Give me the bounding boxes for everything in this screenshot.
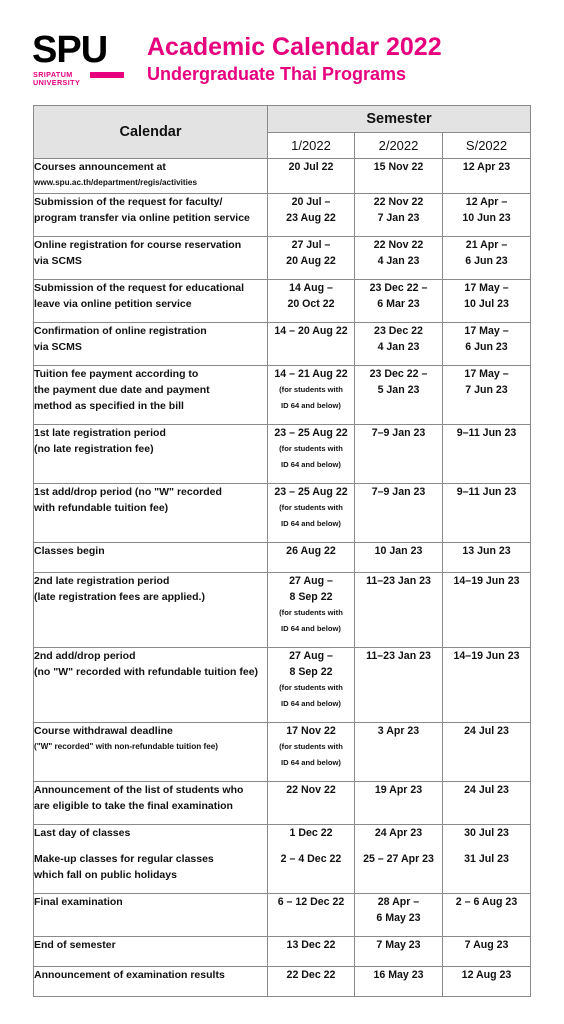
- date-cell-term-3: [443, 723, 531, 782]
- term-header-2: 2/2022: [355, 133, 443, 159]
- event-label-cell: [34, 825, 268, 894]
- table-row: [34, 782, 531, 825]
- date-line: 1 Dec 22: [289, 827, 333, 839]
- date-cell-term-1: [268, 323, 355, 366]
- date-line: 23 Dec 22: [374, 325, 423, 337]
- date-line: 24 Jul 23: [464, 784, 509, 796]
- table-row: [34, 280, 531, 323]
- date-line: 20 Aug 22: [286, 255, 336, 267]
- date-line: 11–23 Jan 23: [366, 650, 431, 662]
- date-line: 14 Aug –: [289, 282, 333, 294]
- date-line: 12 Apr 23: [462, 161, 511, 173]
- date-cell-term-3: [443, 573, 531, 648]
- calendar-column-header: Calendar: [34, 106, 268, 159]
- table-row: [34, 894, 531, 937]
- logo-wordmark: SPU: [32, 29, 108, 71]
- event-label-line: Course withdrawal deadline: [34, 725, 173, 737]
- date-cell-term-1: [268, 194, 355, 237]
- event-label-cell: [34, 648, 268, 723]
- table-row: [34, 573, 531, 648]
- date-line: 9–11 Jun 23: [456, 486, 517, 498]
- date-cell-term-2: [355, 937, 443, 967]
- event-label-line: via SCMS: [34, 255, 82, 267]
- date-cell-term-2: [355, 782, 443, 825]
- date-line: 8 Sep 22: [289, 591, 333, 603]
- date-line: 7 Jun 23: [465, 384, 508, 396]
- term-header-1: 1/2022: [268, 133, 355, 159]
- date-cell-term-1: [268, 237, 355, 280]
- event-label-line: Make-up classes for regular classes: [34, 853, 214, 865]
- row-spacer: [268, 841, 354, 851]
- date-line: 26 Aug 22: [286, 545, 336, 557]
- event-label-cell: [34, 366, 268, 425]
- event-label-line: Online registration for course reservation: [34, 239, 242, 251]
- date-cell-term-1: [268, 159, 355, 194]
- event-label-cell: [34, 159, 268, 194]
- eligibility-note: ID 64 and below): [281, 519, 341, 528]
- date-line: 13 Dec 22: [286, 939, 336, 951]
- eligibility-note: (for students with: [279, 503, 343, 512]
- date-cell-term-3: [443, 484, 531, 543]
- table-row: [34, 937, 531, 967]
- event-label-line: Courses announcement at: [34, 161, 166, 173]
- date-line: 17 May –: [464, 368, 509, 380]
- event-label-small: ("W" recorded" with non-refundable tuition fee): [34, 742, 219, 751]
- logo-university-name: [33, 71, 80, 87]
- date-cell-term-1: [268, 825, 355, 894]
- date-cell-term-3: [443, 543, 531, 573]
- eligibility-note: (for students with: [279, 742, 343, 751]
- event-label-line: Announcement of examination results: [34, 969, 225, 981]
- event-label-cell: [34, 573, 268, 648]
- date-line: 31 Jul 23: [464, 853, 509, 865]
- date-line: 23 – 25 Aug 22: [274, 427, 348, 439]
- date-line: 7 Jan 23: [377, 212, 420, 224]
- date-cell-term-3: [443, 280, 531, 323]
- event-label-line: which fall on public holidays: [34, 869, 177, 881]
- event-label-cell: [34, 237, 268, 280]
- event-label-line: method as specified in the bill: [34, 400, 184, 412]
- date-line: 10 Jan 23: [374, 545, 423, 557]
- table-row: [34, 543, 531, 573]
- date-line: 22 Nov 22: [373, 196, 424, 208]
- date-cell-term-2: [355, 237, 443, 280]
- event-label-line: Tuition fee payment according to: [34, 368, 199, 380]
- event-label-line: (no late registration fee): [34, 443, 154, 455]
- date-cell-term-3: [443, 648, 531, 723]
- term-header-3: S/2022: [443, 133, 531, 159]
- date-cell-term-3: [443, 237, 531, 280]
- logo-accent-bar: [90, 72, 124, 78]
- date-line: 25 – 27 Apr 23: [363, 853, 434, 865]
- date-cell-term-1: [268, 723, 355, 782]
- event-label-cell: [34, 543, 268, 573]
- date-line: 17 May –: [464, 282, 509, 294]
- date-cell-term-3: [443, 366, 531, 425]
- date-line: 23 Aug 22: [286, 212, 336, 224]
- event-label-line: Classes begin: [34, 545, 105, 557]
- event-label-line: Submission of the request for educational: [34, 282, 245, 294]
- date-line: 8 Sep 22: [289, 666, 333, 678]
- event-label-cell: [34, 723, 268, 782]
- event-label-small: www.spu.ac.th/department/regis/activities: [34, 178, 198, 187]
- date-line: 24 Jul 23: [464, 725, 509, 737]
- date-line: 20 Jul 22: [288, 161, 334, 173]
- date-cell-term-1: [268, 543, 355, 573]
- date-cell-term-3: [443, 825, 531, 894]
- date-line: 20 Oct 22: [287, 298, 335, 310]
- table-row: [34, 648, 531, 723]
- event-label-line: Confirmation of online registration: [34, 325, 207, 337]
- date-line: 28 Apr –: [377, 896, 420, 908]
- event-label-cell: [34, 280, 268, 323]
- date-line: 2 – 6 Aug 23: [455, 896, 518, 908]
- date-cell-term-3: [443, 782, 531, 825]
- date-line: 27 Jul –: [291, 239, 331, 251]
- table-row: [34, 237, 531, 280]
- date-line: 20 Jul –: [291, 196, 331, 208]
- event-label-cell: [34, 194, 268, 237]
- event-label-line: End of semester: [34, 939, 116, 951]
- date-cell-term-1: [268, 573, 355, 648]
- date-cell-term-1: [268, 280, 355, 323]
- date-line: 5 Jan 23: [377, 384, 420, 396]
- date-cell-term-2: [355, 894, 443, 937]
- date-cell-term-1: [268, 967, 355, 997]
- date-line: 30 Jul 23: [464, 827, 509, 839]
- calendar-body: [34, 159, 531, 997]
- event-label-line: program transfer via online petition service: [34, 212, 250, 224]
- event-label-cell: [34, 323, 268, 366]
- table-row: [34, 425, 531, 484]
- eligibility-note: ID 64 and below): [281, 699, 341, 708]
- date-cell-term-2: [355, 159, 443, 194]
- date-line: 6 – 12 Dec 22: [277, 896, 345, 908]
- event-label-line: 2nd add/drop period: [34, 650, 136, 662]
- event-label-line: are eligible to take the final examination: [34, 800, 233, 812]
- eligibility-note: ID 64 and below): [281, 758, 341, 767]
- date-line: 4 Jan 23: [377, 255, 420, 267]
- eligibility-note: ID 64 and below): [281, 401, 341, 410]
- date-cell-term-2: [355, 573, 443, 648]
- event-label-line: 1st add/drop period (no "W" recorded: [34, 486, 222, 498]
- date-cell-term-3: [443, 425, 531, 484]
- date-cell-term-3: [443, 967, 531, 997]
- table-row: [34, 323, 531, 366]
- event-label-line: Final examination: [34, 896, 123, 908]
- date-line: 6 May 23: [376, 912, 421, 924]
- date-cell-term-2: [355, 366, 443, 425]
- date-cell-term-1: [268, 366, 355, 425]
- table-row: [34, 159, 531, 194]
- date-line: 19 Apr 23: [374, 784, 423, 796]
- date-line: 17 Nov 22: [286, 725, 336, 737]
- date-line: 17 May –: [464, 325, 509, 337]
- date-line: 12 Apr –: [465, 196, 508, 208]
- row-spacer: [443, 841, 530, 851]
- date-line: 15 Nov 22: [373, 161, 424, 173]
- date-line: 7–9 Jan 23: [371, 427, 426, 439]
- date-cell-term-1: [268, 937, 355, 967]
- row-spacer: [355, 841, 442, 851]
- table-row: [34, 366, 531, 425]
- date-line: 21 Apr –: [465, 239, 508, 251]
- date-line: 14–19 Jun 23: [453, 650, 520, 662]
- event-label-cell: [34, 484, 268, 543]
- date-line: 23 Dec 22 –: [369, 368, 428, 380]
- date-cell-term-3: [443, 194, 531, 237]
- eligibility-note: ID 64 and below): [281, 460, 341, 469]
- semester-column-header: Semester: [268, 106, 531, 133]
- date-cell-term-2: [355, 825, 443, 894]
- date-cell-term-1: [268, 484, 355, 543]
- page-title: Academic Calendar 2022: [147, 33, 442, 61]
- table-row: [34, 194, 531, 237]
- date-cell-term-2: [355, 543, 443, 573]
- date-line: 22 Dec 22: [286, 969, 336, 981]
- eligibility-note: (for students with: [279, 608, 343, 617]
- event-label-cell: [34, 937, 268, 967]
- date-line: 11–23 Jan 23: [366, 575, 431, 587]
- table-row: [34, 723, 531, 782]
- table-row: [34, 967, 531, 997]
- event-label-cell: [34, 782, 268, 825]
- event-label-line: (late registration fees are applied.): [34, 591, 205, 603]
- date-cell-term-2: [355, 723, 443, 782]
- date-line: 7 Aug 23: [464, 939, 509, 951]
- eligibility-note: (for students with: [279, 385, 343, 394]
- date-cell-term-1: [268, 648, 355, 723]
- date-cell-term-1: [268, 782, 355, 825]
- logo-line-2: UNIVERSITY: [33, 78, 81, 87]
- event-label-line: leave via online petition service: [34, 298, 192, 310]
- event-label-cell: [34, 425, 268, 484]
- logo-line-1: SRIPATUM: [33, 70, 73, 79]
- date-cell-term-1: [268, 425, 355, 484]
- date-line: 22 Nov 22: [286, 784, 336, 796]
- date-line: 23 – 25 Aug 22: [274, 486, 348, 498]
- date-cell-term-2: [355, 280, 443, 323]
- event-label-line: (no "W" recorded with refundable tuition fee): [34, 666, 259, 678]
- event-label-line: 1st late registration period: [34, 427, 166, 439]
- date-cell-term-3: [443, 937, 531, 967]
- date-line: 4 Jan 23: [377, 341, 420, 353]
- academic-calendar-table: [33, 105, 531, 997]
- date-line: 10 Jul 23: [464, 298, 509, 310]
- date-line: 24 Apr 23: [374, 827, 423, 839]
- date-line: 14 – 20 Aug 22: [274, 325, 348, 337]
- date-cell-term-3: [443, 159, 531, 194]
- date-line: 16 May 23: [373, 969, 424, 981]
- date-line: 6 Jun 23: [465, 255, 508, 267]
- date-line: 22 Nov 22: [373, 239, 424, 251]
- date-line: 7 May 23: [376, 939, 421, 951]
- date-cell-term-2: [355, 323, 443, 366]
- date-line: 14 – 21 Aug 22: [274, 368, 348, 380]
- event-label-cell: [34, 894, 268, 937]
- date-cell-term-2: [355, 484, 443, 543]
- table-header-row: [34, 106, 531, 133]
- date-cell-term-1: [268, 894, 355, 937]
- eligibility-note: (for students with: [279, 683, 343, 692]
- event-label-line: Announcement of the list of students who: [34, 784, 244, 796]
- date-line: 27 Aug –: [289, 575, 333, 587]
- event-label-line: via SCMS: [34, 341, 82, 353]
- table-row: [34, 484, 531, 543]
- page-header: [32, 30, 542, 92]
- date-cell-term-3: [443, 894, 531, 937]
- event-label-cell: [34, 967, 268, 997]
- event-label-line: with refundable tuition fee): [34, 502, 169, 514]
- date-line: 10 Jun 23: [462, 212, 511, 224]
- date-line: 14–19 Jun 23: [453, 575, 520, 587]
- event-label-line: 2nd late registration period: [34, 575, 170, 587]
- date-line: 6 Jun 23: [465, 341, 508, 353]
- date-line: 9–11 Jun 23: [456, 427, 517, 439]
- date-line: 13 Jun 23: [462, 545, 511, 557]
- date-line: 23 Dec 22 –: [369, 282, 428, 294]
- date-line: 12 Aug 23: [461, 969, 512, 981]
- eligibility-note: ID 64 and below): [281, 624, 341, 633]
- date-cell-term-2: [355, 194, 443, 237]
- date-line: 27 Aug –: [289, 650, 333, 662]
- spu-logo: [32, 30, 132, 90]
- date-cell-term-3: [443, 323, 531, 366]
- page-subtitle: Undergraduate Thai Programs: [147, 64, 407, 84]
- row-spacer: [34, 841, 267, 851]
- date-cell-term-2: [355, 648, 443, 723]
- date-line: 6 Mar 23: [377, 298, 420, 310]
- date-line: 2 – 4 Dec 22: [280, 853, 342, 865]
- table-row: [34, 825, 531, 894]
- date-cell-term-2: [355, 967, 443, 997]
- eligibility-note: (for students with: [279, 444, 343, 453]
- event-label-line: Submission of the request for faculty/: [34, 196, 223, 208]
- event-label-line: Last day of classes: [34, 827, 131, 839]
- date-cell-term-2: [355, 425, 443, 484]
- date-line: 3 Apr 23: [377, 725, 420, 737]
- event-label-line: the payment due date and payment: [34, 384, 210, 396]
- date-line: 7–9 Jan 23: [371, 486, 426, 498]
